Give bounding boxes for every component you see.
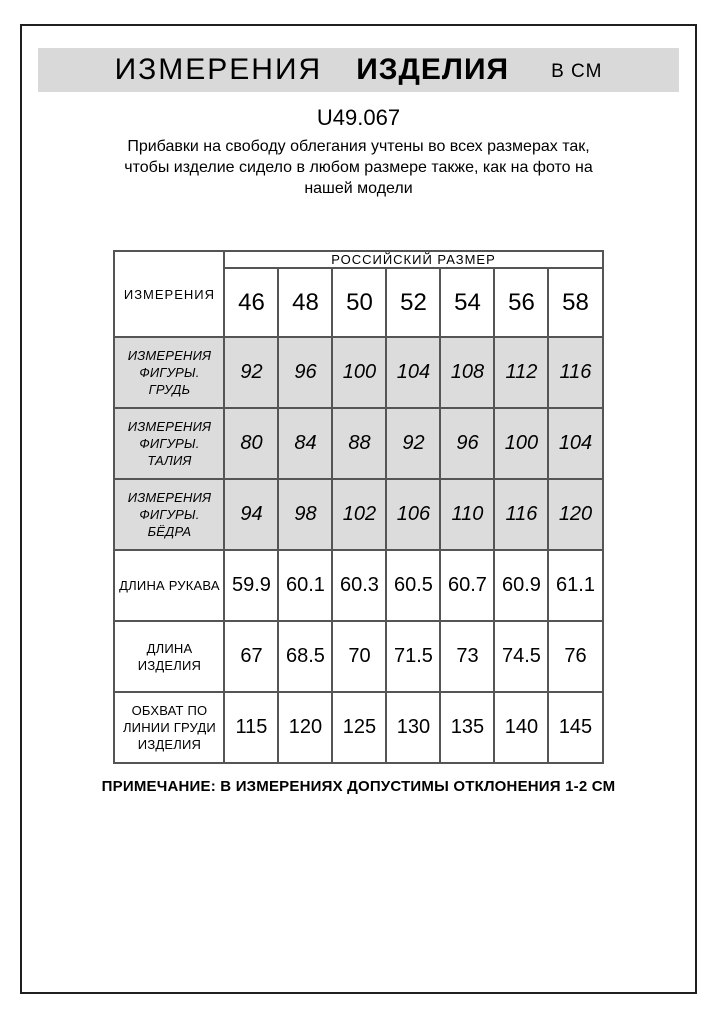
cell-value: 84 <box>278 408 332 479</box>
row-label: ДЛИНА ИЗДЕЛИЯ <box>114 621 224 692</box>
size-column-header: 50 <box>332 268 386 337</box>
fit-description-line: Прибавки на свободу облегания учтены во всех размерах так, <box>127 138 590 155</box>
cell-value: 94 <box>224 479 278 550</box>
row-label: ДЛИНА РУКАВА <box>114 550 224 621</box>
cell-value: 60.7 <box>440 550 494 621</box>
cell-value: 76 <box>548 621 602 692</box>
title-band <box>38 48 679 92</box>
cell-value: 140 <box>494 692 548 763</box>
row-label: ИЗМЕРЕНИЯ ФИГУРЫ. ГРУДЬ <box>114 337 224 408</box>
cell-value: 71.5 <box>386 621 440 692</box>
cell-value: 88 <box>332 408 386 479</box>
cell-value: 73 <box>440 621 494 692</box>
title-units: В СМ <box>551 61 603 82</box>
cell-value: 100 <box>332 337 386 408</box>
cell-value: 116 <box>494 479 548 550</box>
cell-value: 60.5 <box>386 550 440 621</box>
cell-value: 68.5 <box>278 621 332 692</box>
tolerance-note: ПРИМЕЧАНИЕ: В ИЗМЕРЕНИЯХ ДОПУСТИМЫ ОТКЛОНЕНИЯ 1-2 СМ <box>101 778 616 795</box>
fit-description-line: нашей модели <box>304 180 413 197</box>
cell-value: 100 <box>494 408 548 479</box>
cell-value: 135 <box>440 692 494 763</box>
cell-value: 98 <box>278 479 332 550</box>
cell-value: 104 <box>548 408 602 479</box>
cell-value: 104 <box>386 337 440 408</box>
title-product: ИЗДЕЛИЯ <box>356 53 510 86</box>
table-row-chest-girth <box>114 692 602 763</box>
cell-value: 116 <box>548 337 602 408</box>
cell-value: 115 <box>224 692 278 763</box>
cell-value: 60.9 <box>494 550 548 621</box>
row-label: ОБХВАТ ПО ЛИНИИ ГРУДИ ИЗДЕЛИЯ <box>114 692 224 763</box>
size-column-header: 46 <box>224 268 278 337</box>
cell-value: 59.9 <box>224 550 278 621</box>
size-column-header: 58 <box>548 268 602 337</box>
table-row-figure-chest <box>114 337 602 408</box>
table-row <box>114 251 602 268</box>
size-column-header: 56 <box>494 268 548 337</box>
cell-value: 112 <box>494 337 548 408</box>
cell-value: 110 <box>440 479 494 550</box>
cell-value: 61.1 <box>548 550 602 621</box>
cell-value: 108 <box>440 337 494 408</box>
measurements-corner-label: ИЗМЕРЕНИЯ <box>114 251 224 337</box>
russian-size-group-header: РОССИЙСКИЙ РАЗМЕР <box>224 251 602 268</box>
cell-value: 125 <box>332 692 386 763</box>
cell-value: 80 <box>224 408 278 479</box>
cell-value: 102 <box>332 479 386 550</box>
cell-value: 96 <box>440 408 494 479</box>
table-row-figure-hips <box>114 479 602 550</box>
cell-value: 70 <box>332 621 386 692</box>
cell-value: 120 <box>278 692 332 763</box>
cell-value: 145 <box>548 692 602 763</box>
size-column-header: 48 <box>278 268 332 337</box>
fit-description-line: чтобы изделие сидело в любом размере также, как на фото на <box>124 159 593 176</box>
cell-value: 92 <box>386 408 440 479</box>
cell-value: 74.5 <box>494 621 548 692</box>
size-measurements-table <box>113 250 603 764</box>
row-label: ИЗМЕРЕНИЯ ФИГУРЫ. ТАЛИЯ <box>114 408 224 479</box>
table-row-sleeve-length <box>114 550 602 621</box>
cell-value: 120 <box>548 479 602 550</box>
cell-value: 106 <box>386 479 440 550</box>
row-label: ИЗМЕРЕНИЯ ФИГУРЫ. БЁДРА <box>114 479 224 550</box>
cell-value: 60.3 <box>332 550 386 621</box>
page-frame <box>20 24 697 994</box>
cell-value: 60.1 <box>278 550 332 621</box>
cell-value: 67 <box>224 621 278 692</box>
size-column-header: 52 <box>386 268 440 337</box>
table-row-figure-waist <box>114 408 602 479</box>
article-code: U49.067 <box>316 105 401 130</box>
cell-value: 130 <box>386 692 440 763</box>
cell-value: 92 <box>224 337 278 408</box>
size-column-header: 54 <box>440 268 494 337</box>
cell-value: 96 <box>278 337 332 408</box>
title-measurements: ИЗМЕРЕНИЯ <box>114 53 323 86</box>
table-row-item-length <box>114 621 602 692</box>
fit-description <box>22 136 695 199</box>
